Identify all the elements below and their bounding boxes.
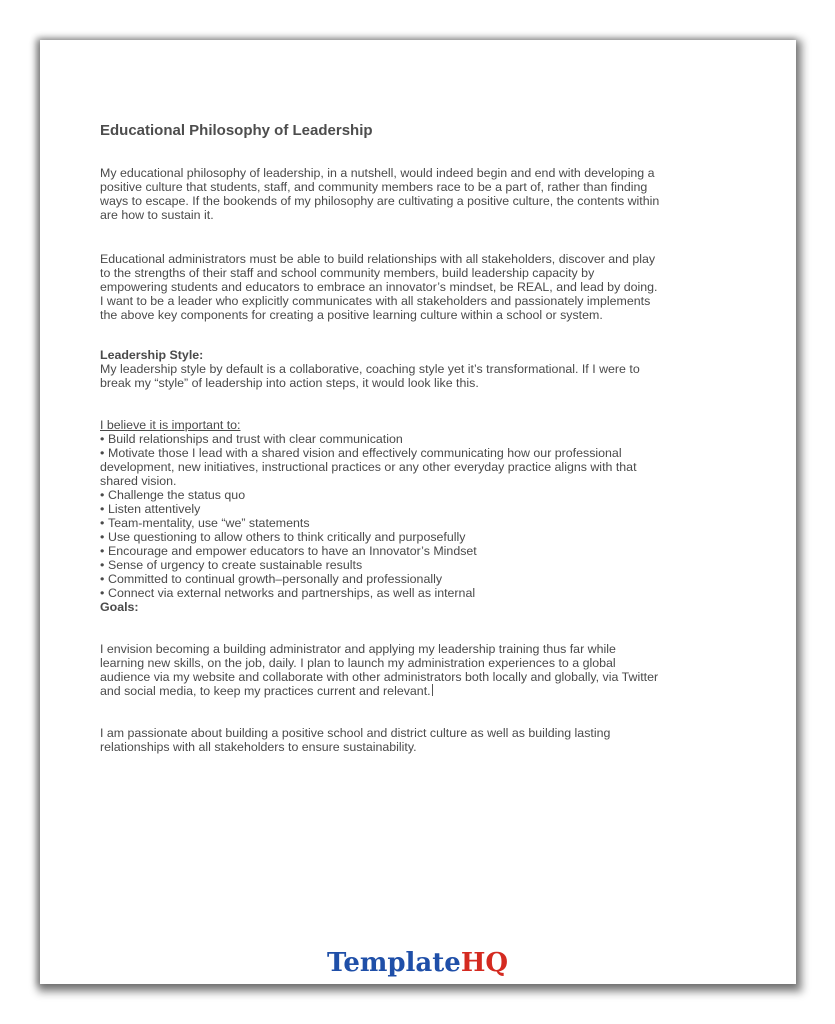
leadership-style-section [100,348,660,390]
intro-paragraph: My educational philosophy of leadership, in a nutshell, would indeed begin and end with developing a positive culture that students, staff, and community members race to be a part of, rather than finding ways to escape. If the bookends of my philosophy are cultivating a positive culture, the contents within are how to sustain it. [100,166,660,222]
list-item: • Build relationships and trust with clear communication [100,432,403,446]
bullet-icon: • [100,530,105,544]
bullet-icon: • [100,558,105,572]
templatehq-logo [0,948,835,978]
believe-section [100,418,660,614]
list-item: • Team-mentality, use “we” statements [100,516,310,530]
bullet-icon: • [100,488,105,502]
document-body [100,122,660,754]
list-item: • Challenge the status quo [100,488,246,502]
text-cursor [432,684,433,696]
believe-list [100,432,660,600]
goals-paragraph: I envision becoming a building administrator and applying my leadership training thus far while learning new skills, on the job, daily. I plan to launch my administration experiences to a global audience via my website and collaborate with other administrators both locally and globally, via Twitter and social media, to keep my practices current and relevant. [100,642,659,698]
list-item: • Listen attentively [100,502,201,516]
logo-part-template: Template [326,948,461,978]
closing-paragraph: I am passionate about building a positive school and district culture as well as building lasting relationships with all stakeholders to ensure sustainability. [100,726,611,754]
goals-heading: Goals: [100,600,139,614]
list-item: • Motivate those I lead with a shared vision and effectively communicating how our professional development, new initiatives, instructional practices or any other everyday practice aligns with that shared vision. [100,446,637,488]
bullet-icon: • [100,516,105,530]
list-item: • Encourage and empower educators to have an Innovator’s Mindset [100,544,477,558]
list-item: • Sense of urgency to create sustainable results [100,558,363,572]
bullet-icon: • [100,432,105,446]
list-item: • Use questioning to allow others to think critically and purposefully [100,530,466,544]
believe-heading: I believe it is important to: [100,418,241,432]
logo-part-hq: HQ [460,948,509,978]
list-item: • Connect via external networks and partnerships, as well as internal [100,586,476,600]
leadership-style-text: My leadership style by default is a collaborative, coaching style yet it’s transformational. If I were to break my “style” of leadership into action steps, it would look like this. [100,362,640,390]
document-title: Educational Philosophy of Leadership [100,122,373,139]
list-item: • Committed to continual growth–personally and professionally [100,572,443,586]
administrators-paragraph: Educational administrators must be able to build relationships with all stakeholders, discover and play to the strengths of their staff and school community members, build leadership capacity by empowering students and educators to embrace an innovator’s mindset, be REAL, and lead by doing. I want to be a leader who explicitly communicates with all stakeholders and passionately implements the above key components for creating a positive learning culture within a school or system. [100,252,658,322]
leadership-style-heading: Leadership Style: [100,348,204,362]
bullet-icon: • [100,572,105,586]
bullet-icon: • [100,446,105,460]
bullet-icon: • [100,544,105,558]
bullet-icon: • [100,502,105,516]
bullet-icon: • [100,586,105,600]
